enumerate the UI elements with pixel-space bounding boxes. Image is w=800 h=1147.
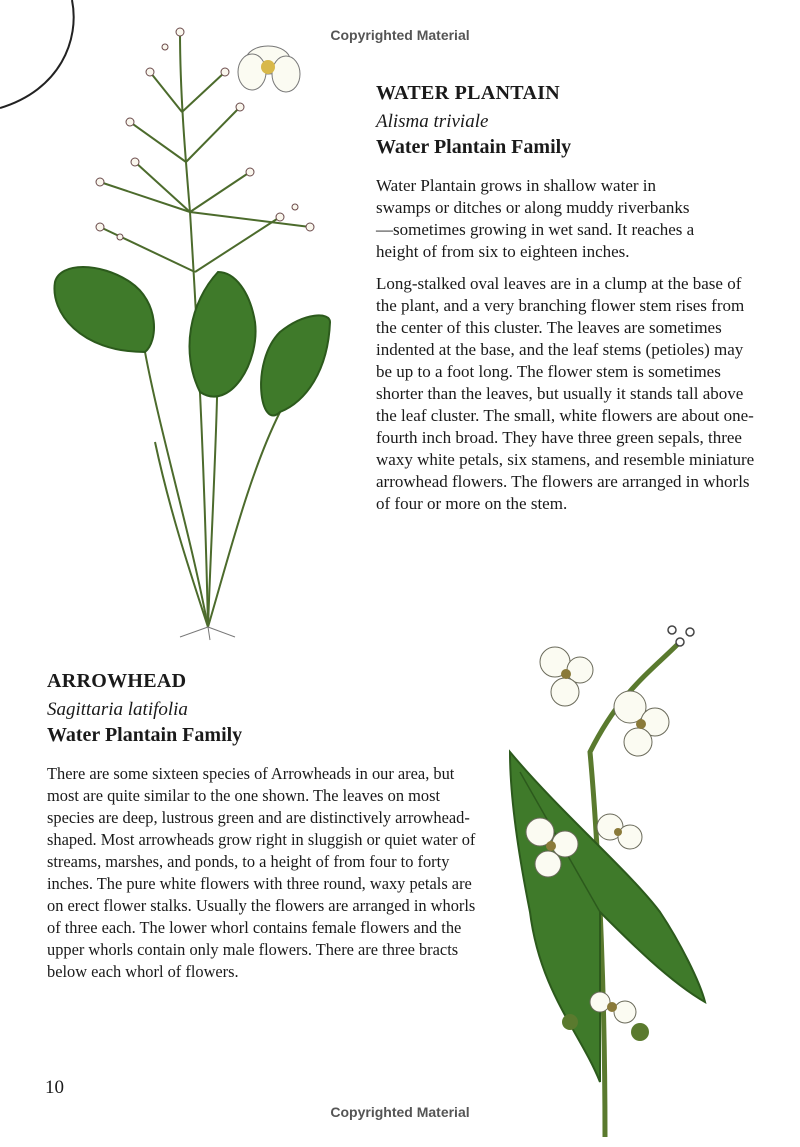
arrowhead-family: Water Plantain Family <box>47 724 243 746</box>
arrowhead-title: ARROWHEAD <box>47 670 187 692</box>
arrowhead-illustration <box>500 612 720 1137</box>
water-plantain-latin-name: Alisma triviale <box>376 111 489 132</box>
arrowhead-paragraph-1: There are some sixteen species of Arrowheads in our area, but most are quite similar to the one shown. The leaves on most species are deep, lustrous green and are distinctively arrowhead-shaped. Most arrowheads grow right in sluggish or quiet water of streams, marshes, and ponds, to a height of from four to forty inches. The pure white flowers with three round, waxy petals are on erect flower stalks. Usually the flowers are arranged in whorls of three each. The lower whorl contains female flowers and the upper whorls contain only male flowers. There are three bracts below each whorl of flowers. <box>47 764 476 981</box>
page-number: 10 <box>45 1077 64 1098</box>
arrowhead-latin-name: Sagittaria latifolia <box>47 699 188 720</box>
water-plantain-section <box>376 82 756 515</box>
water-plantain-paragraph-2: Long-stalked oval leaves are in a clump at the base of the plant, and a very branching flower stem rises from the center of this cluster. The leaves are sometimes indented at the base, and the leaf stems (petioles) may be up to a foot long. The flower stem is sometimes shorter than the leaves, but usually it stands tall above the leaf cluster. The small, white flowers are about one-fourth inch broad. They have three green sepals, three waxy white petals, six stamens, and resemble miniature arrowhead flowers. The flowers are arranged in whorls of four or more on the stem. <box>376 274 755 513</box>
water-plantain-family: Water Plantain Family <box>376 136 572 158</box>
water-plantain-illustration <box>40 12 340 642</box>
copyright-footer: Copyrighted Material <box>330 1104 470 1120</box>
water-plantain-paragraph-1: Water Plantain grows in shallow water in swamps or ditches or along muddy riverbanks—sometimes growing in wet sand. It reaches a height of from six to eighteen inches. <box>376 176 695 261</box>
water-plantain-title: WATER PLANTAIN <box>376 82 561 104</box>
copyright-header: Copyrighted Material <box>330 27 470 43</box>
arrowhead-section <box>47 670 487 983</box>
